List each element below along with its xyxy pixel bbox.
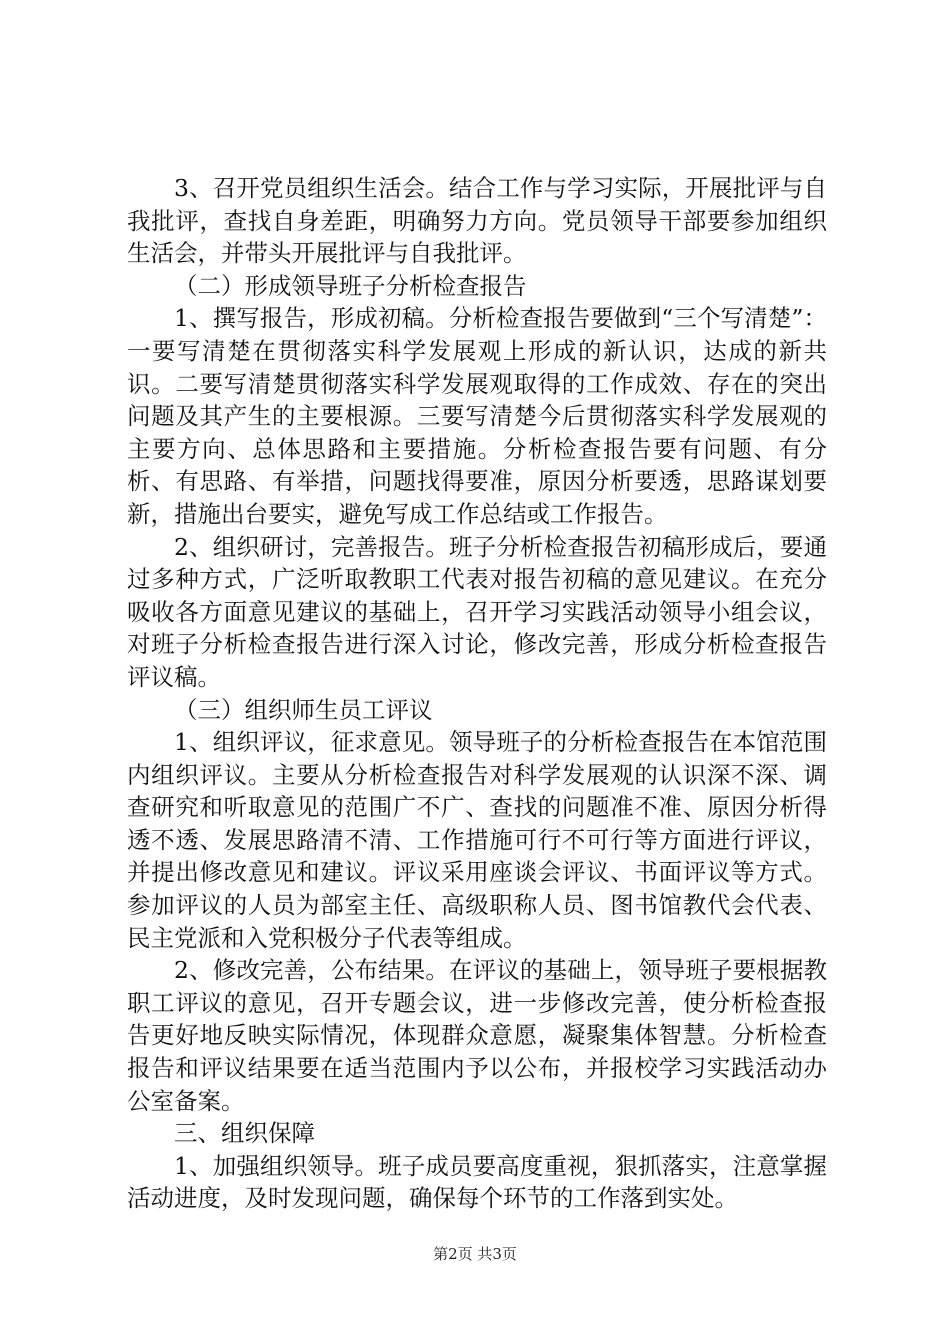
body-paragraph: 2、组织研讨，完善报告。班子分析检查报告初稿形成后，要通过多种方式，广泛听取教职工代表对报告初稿的意见建议。在充分吸收各方面意见建议的基础上，召开学习实践活动领导小组会议，对班子分析检查报告进行深入讨论，修改完善，形成分析检查报告评议稿。 — [127, 532, 827, 691]
body-paragraph: 1、撰写报告，形成初稿。分析检查报告要做到“三个写清楚”：一要写清楚在贯彻落实科学发展观上形成的新认识，达成的新共识。二要写清楚贯彻落实科学发展观取得的工作成效、存在的突出问题及其产生的主要根源。三要写清楚今后贯彻落实科学发展观的主要方向、总体思路和主要措施。分析检查报告要有问题、有分析、有思路、有举措，问题找得要准，原因分析要透，思路谋划要新，措施出台要实，避免写成工作总结或工作报告。 — [127, 304, 827, 528]
document-body — [127, 172, 827, 1215]
body-paragraph: 1、加强组织领导。班子成员要高度重视，狠抓落实，注意掌握活动进度，及时发现问题，确保每个环节的工作落到实处。 — [127, 1151, 827, 1213]
page-number-label: 第2页 共3页 — [433, 1245, 517, 1263]
section-heading: 三、组织保障 — [174, 1119, 315, 1148]
page-footer — [0, 1244, 950, 1264]
section-heading: （二）形成领导班子分析检查报告 — [174, 271, 527, 300]
section-heading: （三）组织师生员工评议 — [174, 695, 433, 724]
body-paragraph: 1、组织评议，征求意见。领导班子的分析检查报告在本馆范围内组织评议。主要从分析检查报告对科学发展观的认识深不深、调查研究和听取意见的范围广不广、查找的问题准不准、原因分析得透不透、发展思路清不清、工作措施可行不可行等方面进行评议，并提出修改意见和建议。评议采用座谈会评议、书面评议等方式。参加评议的人员为部室主任、高级职称人员、图书馆教代会代表、民主党派和入党积极分子代表等组成。 — [127, 728, 827, 952]
body-paragraph: 2、修改完善，公布结果。在评议的基础上，领导班子要根据教职工评议的意见，召开专题会议，进一步修改完善，使分析检查报告更好地反映实际情况，体现群众意愿，凝聚集体智慧。分析检查报告和评议结果要在适当范围内予以公布，并报校学习实践活动办公室备案。 — [127, 956, 827, 1115]
body-paragraph: 3、召开党员组织生活会。结合工作与学习实际，开展批评与自我批评，查找自身差距，明确努力方向。党员领导干部要参加组织生活会，并带头开展批评与自我批评。 — [127, 174, 827, 268]
